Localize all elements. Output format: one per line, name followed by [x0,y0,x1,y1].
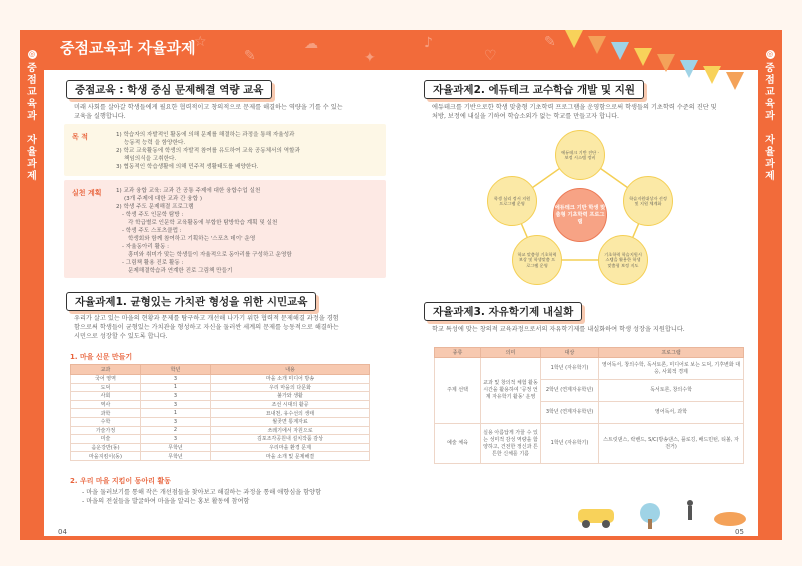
table-cell: 2 [141,426,211,435]
side-label-char: 중 [27,63,37,74]
table-cell: 3학년 (연계자유학년) [541,402,599,424]
plan-text: 1) 교과 융합 교육: 교과 간 공통 주제에 대한 융합수업 실천 (3개 주제에 대한 교과 간 융합 ) 2) 학생 주도 문제해결 프로그램 - 학생 주도 인문학 탐방 : 각 학급별로 인문학 교육활동에 부합한 탐방학습 계획 및 실천 - 학생 주도 스포츠클럽 : 학생회와 함께 참여하고 기획하는 '스포츠 데이' 운영 - 자율동아리 활동 : 흥미와 취미가 맞는 학생들이 자율적으로 동아리를 구성하고 운영함 - 그림책 활용 진로 활동 : 문제해결학습과 연계한 진로 그림책 만들기 [116,188,292,274]
side-dot-icon: ◎ [28,50,36,58]
table-cell: 독서토론, 창의수학 [599,380,744,402]
table-cell: 1 [141,383,211,392]
pencil-doodle-icon: ✎ [544,34,556,50]
purpose-label: 목 적 [72,133,88,141]
side-label-char: 육 [765,99,775,110]
table-header: 종류 [435,348,481,358]
side-label-char: 과 [27,111,37,122]
club-bullet: - 마을의 전설들을 발굴하여 마을을 알리는 홍보 활동에 참여함 [82,498,250,505]
star-doodle-icon: ☆ [194,34,207,50]
plan-box [64,180,386,278]
side-label-char: 율 [27,147,37,158]
table-header: 프로그램 [599,348,744,358]
club-bullet: - 마을 둘러보기를 통해 작은 개선점들을 찾아보고 해결하는 과정을 통해 애향심을 함양함 [82,489,322,496]
side-label-char: 과 [27,159,37,170]
pencil-doodle-icon: ✎ [244,48,256,64]
sub-title-newspaper: 1. 마을 신문 만들기 [70,353,133,361]
table-cell: 조선 시대의 활공 [211,400,370,409]
table-cell: 마을 소개 및 문제해결 [211,452,370,461]
table-cell: 무학년 [141,443,211,452]
table-cell: 3 [141,392,211,401]
bunting-flag [726,72,744,90]
table-header: 학년 [141,365,211,375]
purpose-text: 1) 학습자의 자발적인 활동에 의해 문제를 해결하는 과정을 통해 자율성과 능동적 능력 을 함양한다. 2) 학교 교육활동에 학생의 자발적 참여를 유도하여 교육 공동체서의 역할과 책임의식을 고취한다. 3) 협동적인 학습생활에 의해 민주적 생활태도를 배양한다. [116,132,300,170]
side-label-text [20,63,44,183]
table-cell: 우리마을 환경 문제 [211,443,370,452]
person-icon [687,500,693,506]
table-cell: 음운강반(동) [71,443,141,452]
table-cell: 월곶면 통계자료 [211,417,370,426]
bunting-flag [611,42,629,60]
table-cell: 미술 [71,435,141,444]
side-label-char: 교 [27,87,37,98]
bottom-band [44,536,758,540]
page-number-left: 04 [58,528,67,536]
table-cell: 스트릿댄스, 락밴드, S/C(방송댄스, 플로깅, 배드민턴, 티볼, 자전거) [599,424,744,464]
table-cell: 3 [141,400,211,409]
side-label-char [758,123,782,135]
table-cell: 무학년 [141,452,211,461]
table-cell: 교과 및 창의적 체험 활동 시간을 활용하여 '공정 언계 자유학기 활동' 운영 [481,358,541,424]
diagram-node: 학생 심리 정서 지원 프로그램 운영 [487,176,537,226]
table-cell: 묘내천, 유수선의 생태 [211,409,370,418]
section2-intro: 우리가 살고 있는 마을의 현황과 문제를 탐구하고 개선해 나가기 위한 협력적 문제해결 과정을 경험함으로써 학생들이 균형있는 가치관을 형성하고 자신을 둘러싼 세계의 문제를 능동적으로 해결하는 시민으로 성장할 수 있도록 합니다. [74,315,339,340]
table-cell: 3 [141,417,211,426]
side-dot-icon: ◎ [766,50,774,58]
side-label-right [758,50,782,183]
table-cell: 우리 마을의 다문화 [211,383,370,392]
side-label-char: 자 [765,135,775,146]
table-cell: 과학 [71,409,141,418]
table-row [71,392,370,401]
table-cell: 마을 소개 미디어 방송 [211,375,370,384]
table-cell: 예술 체육 [435,424,481,464]
table-row [71,417,370,426]
bunting-flag [588,36,606,54]
table-cell: 실용 아름답게 가꿀 수 있는 성미적 감성 역량을 함양하고, 건전한 정신과 튼튼한 신체를 기름 [481,424,541,464]
purpose-box [64,124,386,176]
table-header: 대상 [541,348,599,358]
table-cell: 영어독서, 창의수학, 독서토론, 미디어로 보는 도덕, 기후변화 대응, 사회적 경제 [599,358,744,380]
car-icon [578,509,614,523]
table-cell: 사회 [71,392,141,401]
car-icon [714,512,746,526]
bunting-flag [703,66,721,84]
bunting-flag [657,54,675,72]
table-cell: 역사 [71,400,141,409]
diagram-center-node: 에듀테크 기반 학생 맞춤형 기초학력 프로그램 [553,188,607,242]
bunting-flag [565,30,583,48]
table-cell: 쓰레기에서 자원으로 [211,426,370,435]
table-cell: 도덕 [71,383,141,392]
table-row [71,443,370,452]
bottom-illustration [570,495,750,533]
diagram-node: 학습지원대상자 선정 및 지원 체계화 [623,176,673,226]
side-label-char: 율 [765,147,775,158]
table-cell: 1 [141,409,211,418]
diagram-node: 학교 맞춤형 기초학력 보상 및 학생맞춤 프로그램 운영 [512,235,562,285]
side-label-char: 제 [27,171,37,182]
table-row [71,400,370,409]
table-header: 내용 [211,365,370,375]
table-cell: 영어독서, 과학 [599,402,744,424]
table-cell: 3 [141,435,211,444]
section1-title: 중점교육 : 학생 중심 문제해결 역량 교육 [66,80,272,99]
table-row [71,375,370,384]
table-cell: 2학년 (연계자유학년) [541,380,599,402]
table-header: 의미 [481,348,541,358]
cloud-doodle-icon: ☁ [304,36,318,52]
right-side-band [758,30,782,540]
page-number-right: 05 [735,528,744,536]
side-label-text [758,63,782,183]
plan-label: 실천 계획 [72,189,102,197]
table-header: 교과 [71,365,141,375]
side-label-char: 점 [27,75,37,86]
side-label-left [20,50,44,183]
diagram-node: 기초학력 학습지원시스템을 활용한 학생 맞춤형 보정 지도 [598,235,648,285]
page-title: 중점교육과 자율과제 [60,39,196,57]
table-row [71,435,370,444]
table-cell: 수학 [71,417,141,426]
section4-title: 자율과제3. 자유학기제 내실화 [424,302,582,321]
section2-title: 자율과제1. 균형있는 가치관 형성을 위한 시민교육 [66,292,316,311]
table-row [71,383,370,392]
bunting-flag [680,60,698,78]
section3-intro: 에듀테크를 기반으로한 학생 맞춤형 기초학력 프로그램을 운영함으로써 학생들의 기초학력 수준의 진단 및 처방, 보정에 내실을 기하여 학습소외가 없는 학교를 만들고자 합니다. [432,104,717,120]
side-label-char: 중 [765,63,775,74]
table-cell: 마을지킴이(동) [71,452,141,461]
side-label-char: 과 [765,159,775,170]
table-cell: 1학년 (자유학기) [541,424,599,464]
side-label-char: 교 [765,87,775,98]
heart-doodle-icon: ♡ [484,48,497,64]
section1-intro: 미래 사회를 살아갈 학생들에게 필요한 협력적이고 창의적으로 문제를 해결하는 역량을 기를 수 있는 교육을 실행합니다. [74,104,343,120]
table-cell: 김포조각공원내 설치작품 감상 [211,435,370,444]
section4-intro: 학교 특성에 맞는 창의적 교육과정으로서의 자유학기제를 내실화하여 학생 성장을 지원합니다. [432,326,685,333]
table-cell: 주제 선택 [435,358,481,424]
newspaper-table [70,364,370,461]
side-label-char: 자 [27,135,37,146]
table-cell: 3 [141,375,211,384]
side-label-char [20,123,44,135]
side-label-char: 제 [765,171,775,182]
free-semester-table [434,347,744,464]
bunting-flag [634,48,652,66]
side-label-char: 과 [765,111,775,122]
diagram-node: 에듀테크 기반 진단 · 보정 시스템 정비 [555,130,605,180]
table-row [71,452,370,461]
table-cell: 가술가정 [71,426,141,435]
side-label-char: 육 [27,99,37,110]
table-cell: 국어 영역 [71,375,141,384]
table-row [71,409,370,418]
music-doodle-icon: ♪ [424,35,433,51]
left-side-band [20,30,44,540]
edutech-diagram [485,130,675,285]
sub-title-club: 2. 우리 마을 지킴이 동아리 활동 [70,477,171,485]
newspaper-table-body [71,375,370,461]
table-cell: 불가와 생활 [211,392,370,401]
side-label-char: 점 [765,75,775,86]
star-doodle-icon: ✦ [364,50,376,66]
table-cell: 1학년 (자유학기) [541,358,599,380]
table-row [71,426,370,435]
section3-title: 자율과제2. 에듀테크 교수학습 개발 및 지원 [424,80,644,99]
